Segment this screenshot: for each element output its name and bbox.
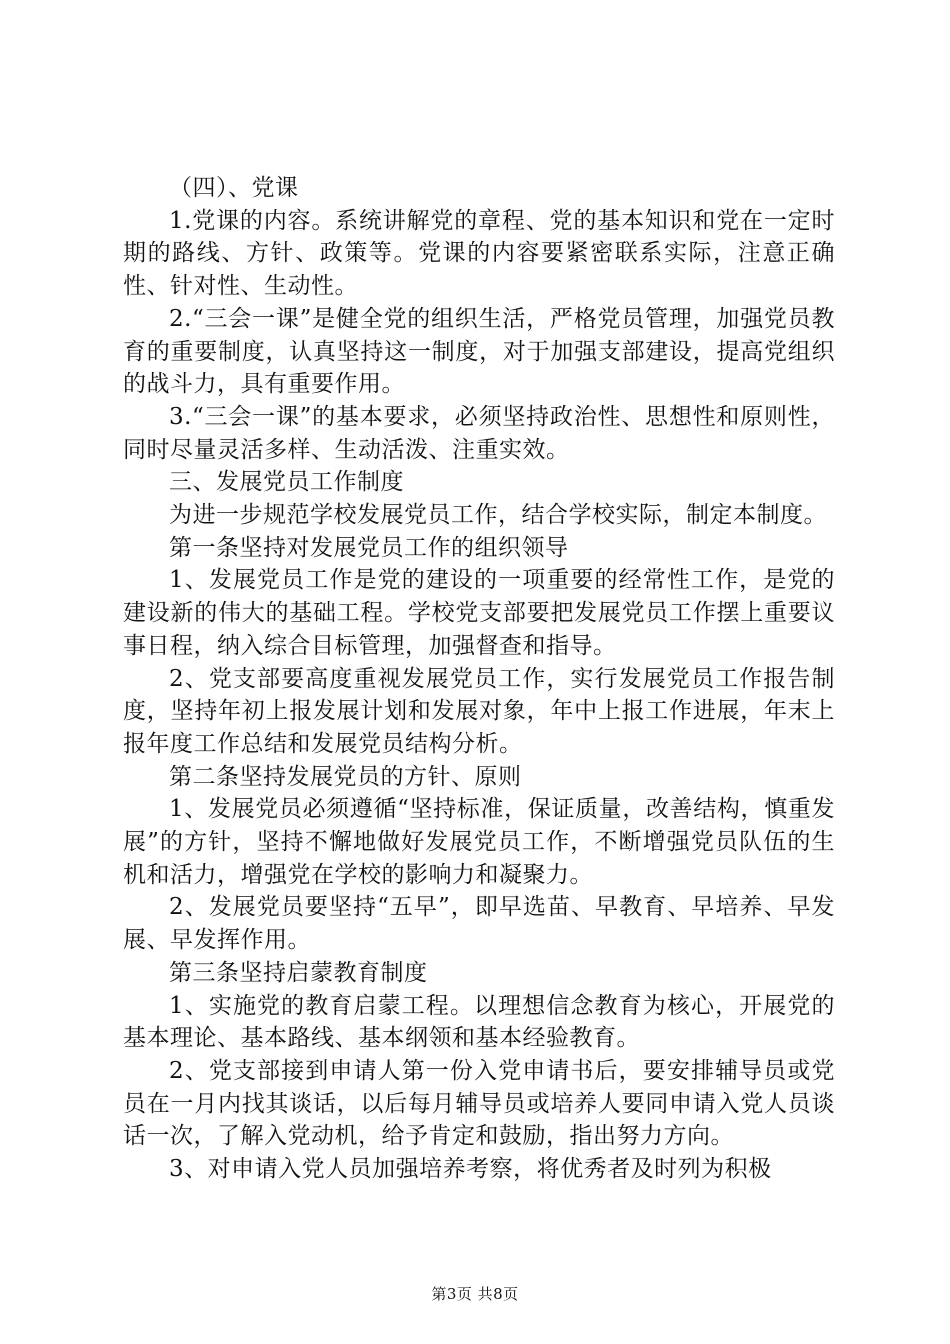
paragraph: 1、发展党员工作是党的建设的一项重要的经常性工作，是党的建设新的伟大的基础工程。学校党支部要把发展党员工作摆上重要议事日程，纳入综合目标管理，加强督查和指导。 bbox=[123, 567, 835, 659]
paragraph: 3.“三会一课”的基本要求，必须坚持政治性、思想性和原则性，同时尽量灵活多样、生动活泼、注重实效。 bbox=[123, 403, 835, 463]
paragraph: 1.党课的内容。系统讲解党的章程、党的基本知识和党在一定时期的路线、方针、政策等。党课的内容要紧密联系实际，注意正确性、针对性、生动性。 bbox=[123, 207, 835, 300]
section-heading-membership-system: 三、发展党员工作制度 bbox=[169, 469, 404, 496]
paragraph: 1、实施党的教育启蒙工程。以理想信念教育为核心，开展党的基本理论、基本路线、基本纲领和基本经验教育。 bbox=[123, 992, 835, 1052]
page-number-footer: 第3页 共8页 bbox=[431, 1285, 519, 1303]
article-heading-3: 第三条坚持启蒙教育制度 bbox=[169, 959, 428, 986]
paragraph: 2、发展党员要坚持“五早”，即早选苗、早教育、早培养、早发展、早发挥作用。 bbox=[123, 894, 835, 954]
paragraph: 2、党支部接到申请人第一份入党申请书后，要安排辅导员或党员在一月内找其谈话，以后每月辅导员或培养人要同申请入党人员谈话一次，了解入党动机，给予肯定和鼓励，指出努力方向。 bbox=[123, 1057, 835, 1150]
section-heading-party-lecture: （四）、党课 bbox=[169, 175, 299, 201]
paragraph: 为进一步规范学校发展党员工作，结合学校实际，制定本制度。 bbox=[169, 502, 827, 529]
document-body bbox=[123, 172, 835, 1186]
paragraph: 2.“三会一课”是健全党的组织生活，严格党员管理，加强党员教育的重要制度，认真坚持这一制度，对于加强支部建设，提高党组织的战斗力，具有重要作用。 bbox=[123, 305, 835, 398]
paragraph: 3、对申请入党人员加强培养考察，将优秀者及时列为积极 bbox=[169, 1156, 772, 1183]
article-heading-1: 第一条坚持对发展党员工作的组织领导 bbox=[169, 534, 569, 561]
paragraph: 1、发展党员必须遵循“坚持标准，保证质量，改善结构，慎重发展”的方针，坚持不懈地做好发展党员工作，不断增强党员队伍的生机和活力，增强党在学校的影响力和凝聚力。 bbox=[123, 796, 835, 888]
paragraph: 2、党支部要高度重视发展党员工作，实行发展党员工作报告制度，坚持年初上报发展计划和发展对象，年中上报工作进展，年末上报年度工作总结和发展党员结构分析。 bbox=[123, 665, 835, 757]
article-heading-2: 第二条坚持发展党员的方针、原则 bbox=[169, 763, 522, 790]
